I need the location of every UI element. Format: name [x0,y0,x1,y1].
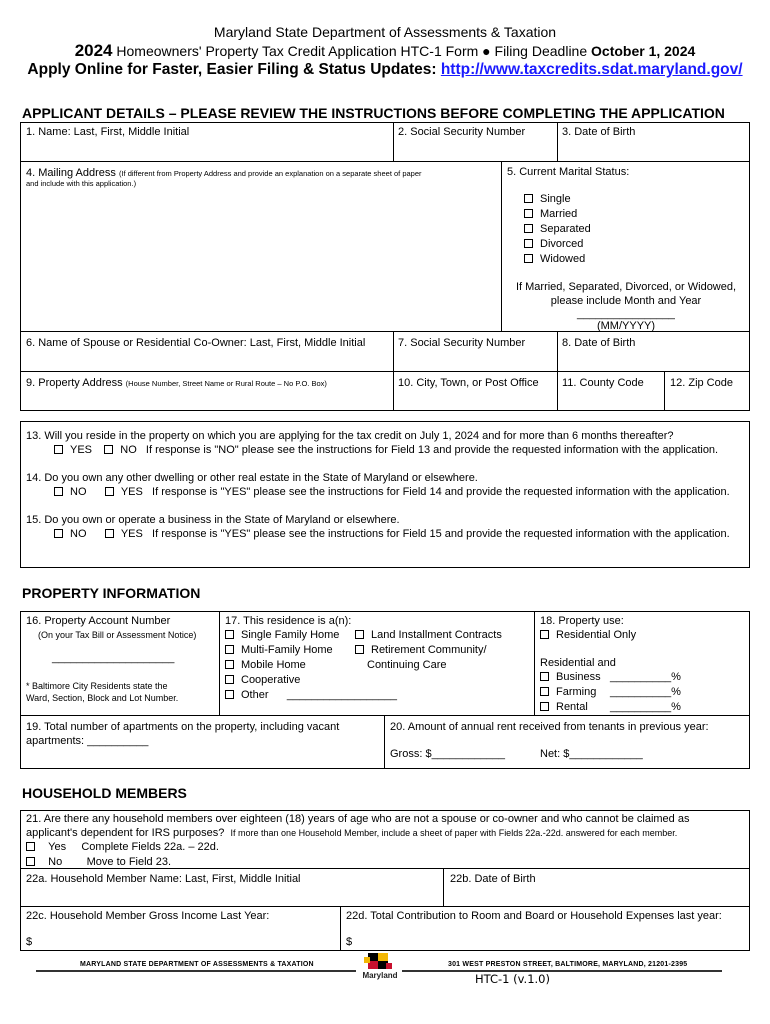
residence-option-label: Single Family Home [241,629,340,641]
residence-option[interactable] [225,628,339,642]
marital-note-2: please include Month and Year [550,295,702,307]
field-7-ssn[interactable]: 7. Social Security Number [398,337,526,349]
residence-option-label: Cooperative [241,674,301,686]
field-12-zip[interactable]: 12. Zip Code [670,377,733,389]
checkbox-icon[interactable] [524,224,533,233]
checkbox-icon[interactable] [26,857,35,866]
form-title-text: Homeowners' Property Tax Credit Application HTC-1 Form ● Filing Deadline [112,43,592,59]
residence-option[interactable] [225,643,333,657]
answer-no-label: NO [70,486,87,498]
marital-option[interactable] [524,252,585,266]
answer-no-action: Move to Field 23. [86,856,172,868]
question-21-no[interactable] [26,855,171,869]
use-option-label: Rental [556,701,588,713]
use-option[interactable] [540,685,596,699]
residence-option[interactable] [355,643,487,657]
answer-yes-label: YES [70,444,93,456]
checkbox-icon[interactable] [54,529,63,538]
checkbox-icon[interactable] [540,672,549,681]
business-percent-input[interactable]: __________% [610,671,681,683]
row-divider [20,906,750,907]
row-divider [20,331,394,332]
question-14-note: If response is "YES" please see the instructions for Field 14 and provide the requested information with the application. [152,486,730,498]
col-divider [393,331,394,411]
apply-online-link[interactable]: http://www.taxcredits.sdat.maryland.gov/ [440,61,743,78]
residence-option[interactable] [225,673,300,687]
col-divider [557,331,558,411]
field-9-note: (House Number, Street Name or Rural Route – No P.O. Box) [125,379,327,388]
residence-option-label: Multi-Family Home [241,644,333,656]
field-22a-member-name[interactable]: 22a. Household Member Name: Last, First, Middle Initial [26,873,301,885]
form-year: 2024 [74,41,113,60]
checkbox-icon[interactable] [26,842,35,851]
field-17-residence-type: 17. This residence is a(n): [225,615,352,627]
checkbox-icon[interactable] [225,675,234,684]
checkbox-icon[interactable] [225,645,234,654]
agency-title: Maryland State Department of Assessments & Taxation [213,24,557,40]
field-20-annual-rent: 20. Amount of annual rent received from tenants in previous year: [390,721,709,733]
question-15-note: If response is "YES" please see the instructions for Field 15 and provide the requested information with the application. [152,528,730,540]
checkbox-icon[interactable] [540,702,549,711]
footer-rule-right [402,970,722,972]
col-divider [219,611,220,715]
checkbox-icon[interactable] [104,445,113,454]
answer-no-label: NO [120,444,137,456]
marital-option[interactable] [524,222,591,236]
field-22c-member-income: 22c. Household Member Gross Income Last Year: [26,910,270,922]
form-version: HTC-1 (v.1.0) [475,972,550,986]
answer-yes-action: Complete Fields 22a. – 22d. [81,841,219,853]
marital-option-label: Married [540,208,578,220]
use-option-label: Residential Only [556,629,637,641]
row-divider [20,371,750,372]
use-option-label: Business [556,671,601,683]
marital-option-label: Single [540,193,571,205]
question-14: 14. Do you own any other dwelling or other real estate in the State of Maryland or elsewhere. [26,472,478,484]
question-13: 13. Will you reside in the property on which you are applying for the tax credit on July 1, 2024 and for more than 6 months thereafter? [26,430,674,442]
field-1-name[interactable]: 1. Name: Last, First, Middle Initial [26,126,190,138]
checkbox-icon[interactable] [225,690,234,699]
field-6-spouse-name[interactable]: 6. Name of Spouse or Residential Co-Owner: Last, First, Middle Initial [26,337,366,349]
answer-no-label: NO [70,528,87,540]
field-2-ssn[interactable]: 2. Social Security Number [398,126,526,138]
marital-note-1: If Married, Separated, Divorced, or Widowed, [515,281,737,293]
footer-agency: MARYLAND STATE DEPARTMENT OF ASSESSMENTS & TAXATION [80,961,314,968]
question-15-answers [54,527,730,541]
marital-option-label: Widowed [540,253,586,265]
checkbox-icon[interactable] [225,660,234,669]
question-21-note: If more than one Household Member, include a sheet of paper with Fields 22a.-22d. answered for each member. [230,828,678,838]
field-8-dob[interactable]: 8. Date of Birth [562,337,636,349]
checkbox-icon[interactable] [540,630,549,639]
other-input[interactable]: __________________ [286,689,397,701]
checkbox-icon[interactable] [54,487,63,496]
field-9-label: 9. Property Address [26,377,123,389]
form-title [0,41,770,61]
applicant-section-title: APPLICANT DETAILS – PLEASE REVIEW THE INSTRUCTIONS BEFORE COMPLETING THE APPLICATION [22,105,725,121]
use-option[interactable] [540,670,601,684]
filing-deadline: October 1, 2024 [591,43,696,59]
residence-option-label: Other [241,689,269,701]
field-10-city[interactable]: 10. City, Town, or Post Office [398,377,539,389]
question-13-note: If response is "NO" please see the instructions for Field 13 and provide the requested information with the application. [145,444,719,456]
checkbox-icon[interactable] [54,445,63,454]
checkbox-icon[interactable] [355,630,364,639]
residence-option-other[interactable] [225,688,397,702]
col-divider [534,611,535,715]
net-rent-input[interactable]: Net: $____________ [540,748,643,760]
field-22d-contribution: 22d. Total Contribution to Room and Board or Household Expenses last year: [346,910,722,922]
use-option[interactable] [540,628,636,642]
checkbox-icon[interactable] [105,529,114,538]
col-divider [393,122,394,161]
gross-rent-input[interactable]: Gross: $____________ [390,748,505,760]
checkbox-icon[interactable] [540,687,549,696]
residence-option[interactable] [355,628,502,642]
field-16-note: (On your Tax Bill or Assessment Notice) [38,630,197,640]
apply-online-text: Apply Online for Faster, Easier Filing & Status Updates: [27,61,441,78]
col-divider [340,906,341,951]
income-input[interactable]: $ [26,936,33,948]
question-15: 15. Do you own or operate a business in the State of Maryland or elsewhere. [26,514,400,526]
field-4-label: 4. Mailing Address [26,167,116,179]
col-divider [557,122,558,161]
footer-address: 301 WEST PRESTON STREET, BALTIMORE, MARYLAND, 21201-2395 [448,961,688,968]
answer-yes-label: YES [120,486,143,498]
field-5-marital-status: 5. Current Marital Status: [507,166,630,178]
checkbox-icon[interactable] [524,254,533,263]
field-3-dob[interactable]: 3. Date of Birth [562,126,636,138]
household-section-title: HOUSEHOLD MEMBERS [22,785,187,801]
marital-option-label: Divorced [540,238,584,250]
baltimore-note-2: Ward, Section, Block and Lot Number. [26,693,179,703]
checkbox-icon[interactable] [105,487,114,496]
field-4-note: (If different from Property Address and provide an explanation on a separate sheet of paper [118,169,422,178]
apartments-input[interactable]: apartments: __________ [26,735,149,747]
field-22b-member-dob[interactable]: 22b. Date of Birth [450,873,536,885]
marital-option[interactable] [524,192,571,206]
logo-wordmark: Maryland [362,971,398,980]
residence-option[interactable] [225,658,306,672]
col-divider [384,715,385,769]
row-divider [20,161,750,162]
contribution-input[interactable]: $ [346,936,353,948]
answer-no-label: No [48,856,63,868]
use-option[interactable] [540,700,588,714]
question-13-answers [54,443,718,457]
field-16-account-number: 16. Property Account Number [26,615,171,627]
question-21-text: applicant's dependent for IRS purposes? [26,827,225,839]
residence-option-continued: Continuing Care [367,659,447,671]
baltimore-note-1: * Baltimore City Residents state the [26,681,168,691]
checkbox-icon[interactable] [524,239,533,248]
question-14-answers [54,485,730,499]
field-4-note-2: and include with this application.) [26,179,137,188]
rental-percent-input[interactable]: __________% [610,701,681,713]
property-section-title: PROPERTY INFORMATION [22,585,201,601]
row-divider [20,715,750,716]
marital-option-label: Separated [540,223,591,235]
question-21-yes[interactable] [26,840,219,854]
residence-option-label: Retirement Community/ [371,644,487,656]
marital-option[interactable] [524,237,583,251]
question-21-continued [26,826,677,840]
checkbox-icon[interactable] [355,645,364,654]
footer-rule-left [36,970,356,972]
checkbox-icon[interactable] [225,630,234,639]
checkbox-icon[interactable] [524,194,533,203]
marital-option[interactable] [524,207,577,221]
answer-yes-label: YES [120,528,143,540]
marital-date-format: (MM/YYYY) [596,320,656,332]
field-9-property-address[interactable] [26,376,327,390]
field-18-property-use: 18. Property use: [540,615,624,627]
residence-option-label: Land Installment Contracts [371,629,502,641]
use-option-label: Farming [556,686,597,698]
checkbox-icon[interactable] [524,209,533,218]
field-19-apartments: 19. Total number of apartments on the property, including vacant [26,721,340,733]
marital-date-input[interactable]: ________________ [577,308,675,320]
residence-option-label: Mobile Home [241,659,306,671]
col-divider [443,868,444,906]
account-number-input[interactable]: ____________________ [52,652,175,664]
use-residential-and: Residential and [540,657,616,669]
answer-yes-label: Yes [48,841,67,853]
field-11-county-code[interactable]: 11. County Code [562,377,644,389]
col-divider [664,371,665,411]
apply-online-banner [0,61,770,79]
farming-percent-input[interactable]: __________% [610,686,681,698]
question-21: 21. Are there any household members over eighteen (18) years of age who are not a spouse or co-owner and who cannot be claimed as [26,813,690,825]
